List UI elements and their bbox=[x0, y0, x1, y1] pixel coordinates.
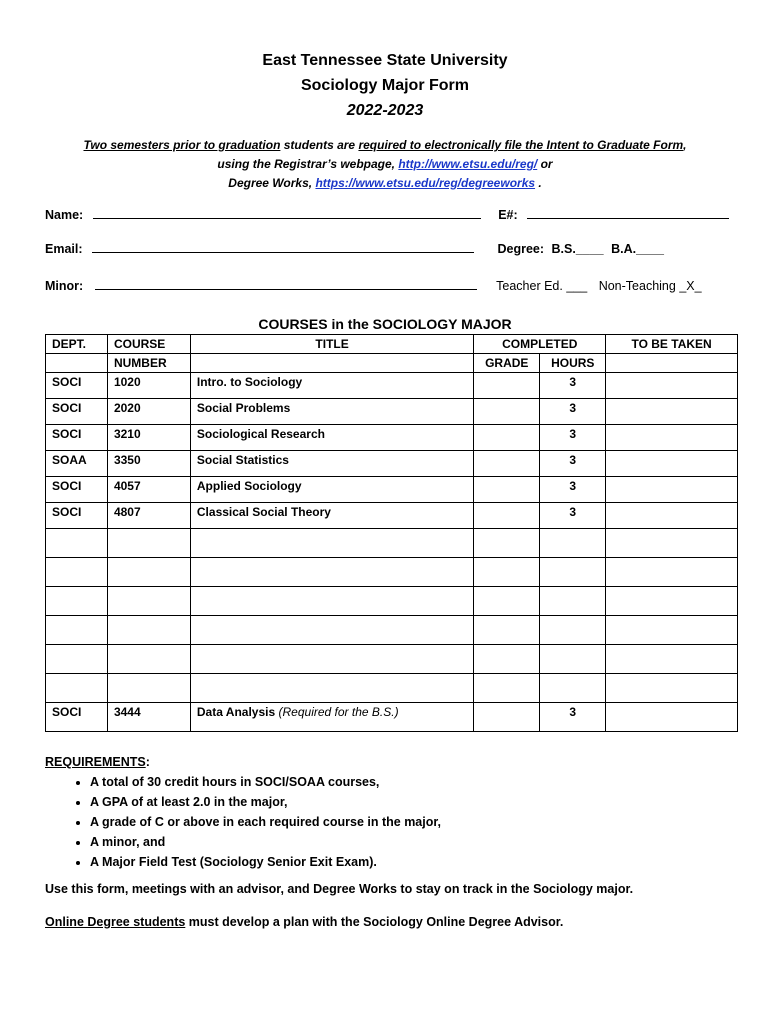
academic-year: 2022-2023 bbox=[346, 102, 424, 119]
title-block bbox=[0, 48, 770, 123]
university-name: East Tennessee State University bbox=[262, 52, 508, 69]
cell-title bbox=[190, 703, 473, 732]
table-subheader-row bbox=[46, 354, 738, 373]
nonteaching-label: Non-Teaching bbox=[598, 279, 676, 293]
minor-field[interactable] bbox=[95, 277, 477, 290]
footer-line2-rest: must develop a plan with the Sociology Online Degree Advisor. bbox=[185, 915, 564, 929]
email-row bbox=[45, 240, 664, 256]
cell-hours[interactable] bbox=[540, 645, 606, 674]
cell-dept: SOCI bbox=[46, 703, 108, 732]
cell-hours[interactable] bbox=[540, 587, 606, 616]
cell-hours[interactable] bbox=[540, 674, 606, 703]
notice-part4: , bbox=[683, 138, 687, 152]
enum-label: E#: bbox=[498, 208, 518, 222]
cell-dept: SOCI bbox=[46, 399, 108, 425]
table-row bbox=[46, 616, 738, 645]
ba-label: B.A. bbox=[611, 242, 637, 256]
cell-number: 1020 bbox=[107, 373, 190, 399]
cell-dept: SOCI bbox=[46, 373, 108, 399]
email-field[interactable] bbox=[92, 240, 474, 253]
cell-title: Sociological Research bbox=[190, 425, 473, 451]
notice-part2: students are bbox=[280, 138, 359, 152]
cell-number: 3210 bbox=[107, 425, 190, 451]
graduation-notice bbox=[0, 136, 770, 193]
notice-line3b: . bbox=[535, 176, 542, 190]
requirements-section bbox=[45, 752, 441, 872]
cell-number: 3350 bbox=[107, 451, 190, 477]
notice-line2a: using the Registrar’s webpage, bbox=[217, 157, 399, 171]
cell-grade[interactable] bbox=[474, 451, 540, 477]
requirements-colon: : bbox=[145, 755, 150, 769]
cell-dept: SOCI bbox=[46, 477, 108, 503]
cell-title[interactable] bbox=[190, 616, 473, 645]
requirements-heading: REQUIREMENTS bbox=[45, 755, 146, 769]
cell-title-text: Data Analysis bbox=[196, 705, 276, 719]
cell-to-be-taken[interactable] bbox=[606, 373, 738, 399]
cell-to-be-taken[interactable] bbox=[606, 703, 738, 732]
cell-number: 2020 bbox=[107, 399, 190, 425]
nonteaching-field[interactable]: _X_ bbox=[679, 279, 702, 293]
cell-title-note: Required for the B.S. bbox=[282, 705, 395, 719]
minor-row bbox=[45, 277, 702, 293]
table-row bbox=[46, 399, 738, 425]
cell-title-open-paren: ( bbox=[278, 705, 283, 719]
cell-hours: 3 bbox=[540, 399, 606, 425]
cell-title[interactable] bbox=[190, 674, 473, 703]
cell-grade[interactable] bbox=[474, 399, 540, 425]
notice-part1: Two semesters prior to graduation bbox=[83, 138, 281, 152]
email-label: Email: bbox=[45, 242, 83, 256]
cell-dept: SOCI bbox=[46, 425, 108, 451]
bs-label: B.S. bbox=[551, 242, 576, 256]
cell-to-be-taken[interactable] bbox=[606, 451, 738, 477]
footer-line2 bbox=[45, 915, 563, 929]
ba-field[interactable]: ____ bbox=[636, 242, 664, 256]
cell-number: 4057 bbox=[107, 477, 190, 503]
bs-field[interactable]: ____ bbox=[575, 242, 604, 256]
cell-grade[interactable] bbox=[474, 645, 540, 674]
cell-grade[interactable] bbox=[474, 587, 540, 616]
cell-number[interactable] bbox=[107, 558, 190, 587]
table-row bbox=[46, 529, 738, 558]
cell-to-be-taken[interactable] bbox=[606, 529, 738, 558]
cell-to-be-taken[interactable] bbox=[606, 558, 738, 587]
table-row bbox=[46, 477, 738, 503]
cell-dept[interactable] bbox=[46, 616, 108, 645]
table-row bbox=[46, 373, 738, 399]
cell-grade[interactable] bbox=[474, 425, 540, 451]
cell-hours: 3 bbox=[540, 451, 606, 477]
header-number: NUMBER bbox=[107, 354, 190, 373]
header-dept: DEPT. bbox=[46, 335, 108, 354]
cell-title: Applied Sociology bbox=[190, 477, 473, 503]
table-row bbox=[46, 645, 738, 674]
cell-dept[interactable] bbox=[46, 645, 108, 674]
list-item: • A grade of C or above in each required course in the major, bbox=[90, 812, 441, 832]
cell-title[interactable] bbox=[190, 558, 473, 587]
cell-dept: SOCI bbox=[46, 503, 108, 529]
cell-title: Intro. to Sociology bbox=[190, 373, 473, 399]
header-to-be-taken: TO BE TAKEN bbox=[606, 335, 738, 354]
courses-heading: COURSES in the SOCIOLOGY MAJOR bbox=[258, 316, 512, 332]
degreeworks-link[interactable]: https://www.etsu.edu/reg/degreeworks bbox=[315, 176, 536, 190]
requirements-list bbox=[45, 772, 441, 872]
list-item: • A total of 30 credit hours in SOCI/SOAA courses, bbox=[90, 772, 441, 792]
cell-to-be-taken[interactable] bbox=[606, 587, 738, 616]
teacher-field[interactable]: ___ bbox=[566, 279, 588, 293]
cell-number[interactable] bbox=[107, 645, 190, 674]
teacher-label: Teacher Ed. bbox=[496, 279, 563, 293]
cell-title: Social Problems bbox=[190, 399, 473, 425]
cell-to-be-taken[interactable] bbox=[606, 616, 738, 645]
cell-hours: 3 bbox=[540, 477, 606, 503]
cell-number[interactable] bbox=[107, 616, 190, 645]
registrar-link[interactable]: http://www.etsu.edu/reg/ bbox=[398, 157, 538, 171]
cell-title: Social Statistics bbox=[190, 451, 473, 477]
cell-hours[interactable] bbox=[540, 558, 606, 587]
notice-line3a: Degree Works, bbox=[228, 176, 316, 190]
degree-label: Degree: bbox=[497, 242, 545, 256]
notice-part3: required to electronically file the Intent to Graduate Form bbox=[358, 138, 684, 152]
cell-number[interactable] bbox=[107, 674, 190, 703]
cell-grade[interactable] bbox=[474, 503, 540, 529]
minor-label: Minor: bbox=[45, 279, 84, 293]
cell-number: 3444 bbox=[107, 703, 190, 732]
cell-to-be-taken[interactable] bbox=[606, 399, 738, 425]
header-hours: HOURS bbox=[540, 354, 606, 373]
cell-title[interactable] bbox=[190, 645, 473, 674]
table-row-data-analysis bbox=[46, 703, 738, 732]
list-item: • A minor, and bbox=[90, 832, 441, 852]
list-item: • A GPA of at least 2.0 in the major, bbox=[90, 792, 441, 812]
cell-to-be-taken[interactable] bbox=[606, 503, 738, 529]
enum-field[interactable] bbox=[527, 206, 729, 219]
cell-hours: 3 bbox=[540, 703, 606, 732]
header-grade: GRADE bbox=[474, 354, 540, 373]
cell-dept[interactable] bbox=[46, 587, 108, 616]
cell-hours[interactable] bbox=[540, 616, 606, 645]
table-row bbox=[46, 587, 738, 616]
list-item: • A Major Field Test (Sociology Senior Exit Exam). bbox=[90, 852, 441, 872]
table-row bbox=[46, 503, 738, 529]
notice-line2b: or bbox=[537, 157, 553, 171]
cell-grade[interactable] bbox=[474, 373, 540, 399]
name-label: Name: bbox=[45, 208, 84, 222]
table-row bbox=[46, 425, 738, 451]
cell-dept: SOAA bbox=[46, 451, 108, 477]
header-completed: COMPLETED bbox=[474, 335, 606, 354]
cell-dept[interactable] bbox=[46, 558, 108, 587]
form-title: Sociology Major Form bbox=[300, 77, 469, 94]
cell-hours: 3 bbox=[540, 503, 606, 529]
header-course: COURSE bbox=[107, 335, 190, 354]
cell-title[interactable] bbox=[190, 587, 473, 616]
cell-title: Classical Social Theory bbox=[190, 503, 473, 529]
table-row bbox=[46, 674, 738, 703]
cell-grade[interactable] bbox=[474, 529, 540, 558]
cell-to-be-taken[interactable] bbox=[606, 425, 738, 451]
cell-grade[interactable] bbox=[474, 477, 540, 503]
table-header-row bbox=[46, 335, 738, 354]
cell-dept[interactable] bbox=[46, 674, 108, 703]
table-row bbox=[46, 451, 738, 477]
cell-number[interactable] bbox=[107, 587, 190, 616]
cell-to-be-taken[interactable] bbox=[606, 674, 738, 703]
online-degree-label: Online Degree students bbox=[45, 915, 186, 929]
cell-to-be-taken[interactable] bbox=[606, 645, 738, 674]
name-row bbox=[45, 206, 729, 222]
cell-hours[interactable] bbox=[540, 529, 606, 558]
cell-grade[interactable] bbox=[474, 616, 540, 645]
name-field[interactable] bbox=[93, 206, 481, 219]
cell-title-close-paren: ) bbox=[394, 705, 399, 719]
table-row bbox=[46, 558, 738, 587]
cell-number[interactable] bbox=[107, 529, 190, 558]
cell-dept[interactable] bbox=[46, 529, 108, 558]
cell-hours: 3 bbox=[540, 425, 606, 451]
cell-number: 4807 bbox=[107, 503, 190, 529]
cell-to-be-taken[interactable] bbox=[606, 477, 738, 503]
cell-hours: 3 bbox=[540, 373, 606, 399]
courses-table bbox=[45, 334, 738, 732]
cell-grade[interactable] bbox=[474, 674, 540, 703]
cell-title[interactable] bbox=[190, 529, 473, 558]
footer-line1: Use this form, meetings with an advisor, and Degree Works to stay on track in the Sociology major. bbox=[45, 882, 634, 896]
header-title: TITLE bbox=[190, 335, 473, 354]
cell-grade[interactable] bbox=[474, 703, 540, 732]
cell-grade[interactable] bbox=[474, 558, 540, 587]
